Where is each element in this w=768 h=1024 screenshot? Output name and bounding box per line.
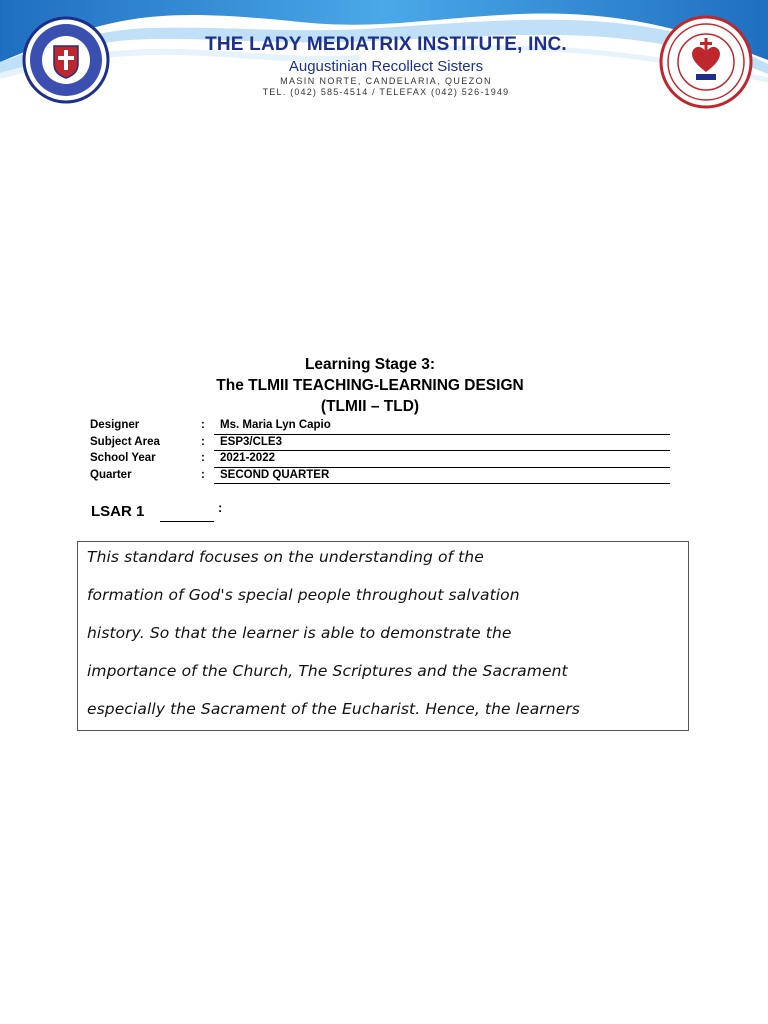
institution-subtitle: Augustinian Recollect Sisters [288,58,484,75]
title-line-3: (TLMII – TLD) [320,398,420,415]
standard-text-line: formation of God's special people throughout salvation [87,586,520,604]
info-label: School Year [90,452,156,464]
document-title [0,354,740,417]
info-row-quarter [90,468,670,485]
standard-text-box [77,541,689,731]
title-line-1: Learning Stage 3: [304,356,436,373]
info-colon: : [201,452,205,464]
info-value: ESP3/CLE3 [214,436,670,452]
design-info-table [90,418,670,484]
info-row-school-year [90,451,670,468]
lsar-label: LSAR 1 [91,503,145,520]
info-value: SECOND QUARTER [214,469,670,485]
institute-seal-icon [22,16,110,104]
congregation-seal-icon [658,14,754,110]
institution-name: THE LADY MEDIATRIX INSTITUTE, INC. [205,34,567,55]
institution-address: MASIN NORTE, CANDELARIA, QUEZON [280,76,492,86]
lsar-colon: : [218,500,223,515]
standard-text-line: importance of the Church, The Scriptures and the Sacrament [87,662,568,680]
info-value: Ms. Maria Lyn Capio [214,419,670,435]
lsar-blank-line [160,521,214,522]
standard-text-line: especially the Sacrament of the Eucharist. Hence, the learners [87,700,580,718]
letterhead [0,0,768,112]
info-label: Subject Area [90,435,160,448]
standard-text-line: history. So that the learner is able to demonstrate the [87,624,512,642]
institution-telephone: TEL. (042) 585-4514 / TELEFAX (042) 526-1949 [262,87,510,97]
info-colon: : [201,435,205,448]
title-line-2: The TLMII TEACHING-LEARNING DESIGN [216,377,524,394]
standard-text-line: This standard focuses on the understanding of the [87,548,484,566]
info-label: Quarter [90,468,132,481]
info-row-subject-area [90,435,670,452]
info-value: 2021-2022 [214,452,670,468]
info-label: Designer [90,419,140,431]
info-colon: : [201,419,205,431]
info-colon: : [201,468,205,481]
info-row-designer [90,418,670,435]
